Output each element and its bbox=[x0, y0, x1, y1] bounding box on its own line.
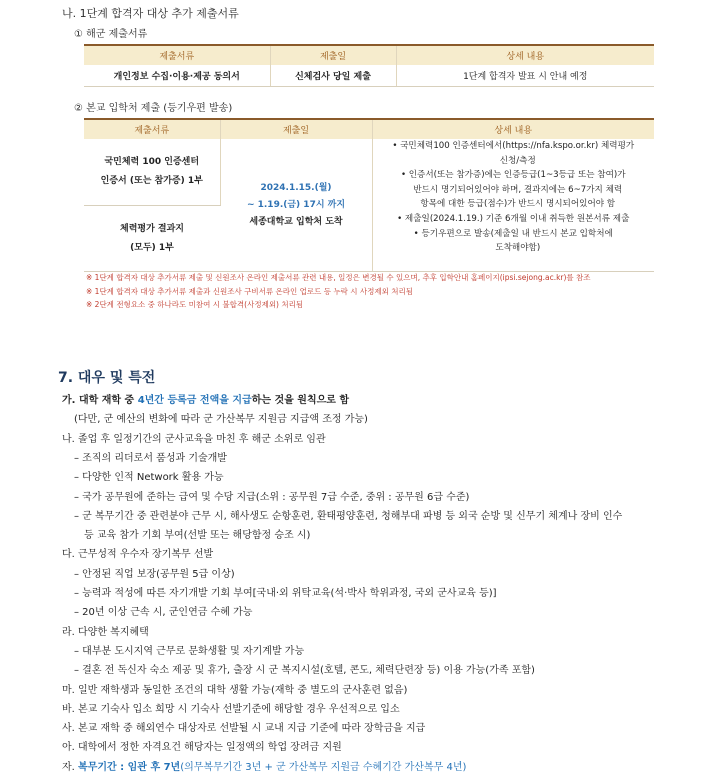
cell-doc-result-line1: 체력평가 결과지 bbox=[120, 223, 184, 234]
benefit-da-item-3: – 20년 이상 근속 시, 군인연금 수혜 가능 bbox=[74, 607, 253, 618]
benefit-ja bbox=[62, 758, 466, 773]
benefit-ja-pre: 자. bbox=[62, 762, 79, 773]
benefit-ga-pre: 가. 대학 재학 중 bbox=[62, 395, 138, 406]
benefit-ja-label: 복무기간 : bbox=[78, 762, 128, 773]
benefit-ra-item-2: – 결혼 전 독신자 숙소 제공 및 휴가, 출장 시 군 복지시설(호텔, 콘도, 체력단련장 등) 이용 가능(가족 포함) bbox=[74, 665, 535, 676]
cell-date: 신체검사 당일 제출 bbox=[270, 65, 396, 87]
cell-details bbox=[372, 139, 654, 272]
navy-docs-table bbox=[84, 44, 654, 87]
col-header-date: 제출일 bbox=[270, 45, 396, 65]
detail-line: • 인증서(또는 참가증)에는 인증등급(1~3등급 또는 참여)가 bbox=[400, 170, 626, 181]
col-header-doc: 제출서류 bbox=[84, 45, 270, 65]
cell-doc-result-line2: (모두) 1부 bbox=[130, 242, 174, 253]
benefit-ba: 바. 본교 기숙사 입소 희망 시 기숙사 선발기준에 해당할 경우 우선적으로 입소 bbox=[62, 704, 400, 715]
table-row bbox=[84, 139, 654, 206]
detail-line: 항목에 대한 등급(점수)가 반드시 명시되어있어야 함 bbox=[420, 199, 616, 210]
benefit-ga-post: 하는 것을 원칙으로 함 bbox=[251, 395, 350, 406]
detail-line: 반드시 명기되어있어야 하며, 결과지에는 6~7가지 체력 bbox=[413, 184, 623, 195]
note-3: ※ 2단계 전형요소 중 하나라도 미참여 시 불합격(사정제외) 처리됨 bbox=[86, 300, 304, 309]
table-row bbox=[84, 65, 654, 87]
detail-line: • 국민체력100 인증센터에서(https://nfa.kspo.or.kr) 체력평가 bbox=[392, 141, 635, 151]
benefit-ra-item-1: – 대부분 도시지역 근무로 문화생활 및 자기계발 가능 bbox=[74, 646, 305, 657]
benefit-ja-highlight: 임관 후 7년 bbox=[127, 762, 181, 773]
detail-line: 도착해야함) bbox=[495, 243, 541, 254]
benefit-na-item-1: – 조직의 리더로서 품성과 기술개발 bbox=[74, 453, 227, 464]
col-header-doc: 제출서류 bbox=[84, 119, 220, 139]
cell-submit-date bbox=[220, 139, 372, 272]
note-2: ※ 1단계 합격자 대상 추가서류 제출과 신원조사 구비서류 온라인 업로드 등 누락 시 사정제외 처리됨 bbox=[86, 287, 413, 296]
benefit-na-item-2: – 다양한 인적 Network 활용 가능 bbox=[74, 472, 224, 483]
detail-line: • 등기우편으로 발송(제출일 내 반드시 본교 입학처에 bbox=[413, 228, 613, 239]
date-end: ~ 1.19.(금) 17시 까지 bbox=[246, 199, 346, 210]
benefit-da: 다. 근무성적 우수자 장기복무 선발 bbox=[62, 549, 214, 560]
table-header-row bbox=[84, 119, 654, 139]
subsection-navy-docs: ① 해군 제출서류 bbox=[74, 29, 148, 40]
table-header-row bbox=[84, 45, 654, 65]
detail-line: • 제출일(2024.1.19.) 기준 6개월 이내 취득한 원본서류 제출 bbox=[397, 213, 630, 224]
date-start: 2024.1.15.(월) bbox=[260, 182, 332, 193]
cell-doc: 개인정보 수집·이용·제공 동의서 bbox=[84, 65, 270, 87]
col-header-detail: 상세 내용 bbox=[396, 45, 654, 65]
benefit-ja-post: (의무복무기간 3년 + 군 가산복무 지원금 수혜기간 가산복무 4년) bbox=[180, 762, 467, 773]
cell-doc-result bbox=[84, 206, 220, 272]
benefit-ga-note: (다만, 군 예산의 변화에 따라 군 가산복무 지원금 지급액 조정 가능) bbox=[74, 414, 368, 425]
benefit-da-item-2: – 능력과 적성에 따른 자기개발 기회 부여[국내·외 위탁교육(석·박사 학위과정, 국외 군사교육 등)] bbox=[74, 588, 497, 599]
cell-detail: 1단계 합격자 발표 시 안내 예정 bbox=[396, 65, 654, 87]
cell-doc-certificate bbox=[84, 139, 220, 206]
detail-line: 신청/측정 bbox=[499, 155, 536, 166]
subsection-na: 나. 1단계 합격자 대상 추가 제출서류 bbox=[62, 7, 239, 20]
benefit-na: 나. 졸업 후 일정기간의 군사교육을 마친 후 해군 소위로 임관 bbox=[62, 434, 326, 445]
date-destination: 세종대학교 입학처 도착 bbox=[249, 216, 343, 227]
cell-doc-certificate-line2: 인증서 (또는 참가증) 1부 bbox=[100, 176, 203, 186]
section-title: 7. 대우 및 특전 bbox=[58, 370, 156, 386]
school-docs-table bbox=[84, 118, 654, 272]
benefit-ga-highlight: 4년간 등록금 전액을 지급 bbox=[137, 395, 252, 406]
details-list bbox=[373, 139, 655, 256]
note-1: ※ 1단계 합격자 대상 추가서류 제출 및 신원조사 온라인 제출서류 관련 내용, 일정은 변경될 수 있으며, 추후 입학안내 홈페이지(ipsi.sejong.ac.kr)를 참조 bbox=[86, 273, 591, 282]
benefit-na-item-3: – 국가 공무원에 준하는 급여 및 수당 지급(소위 : 공무원 7급 수준, 중위 : 공무원 6급 수준) bbox=[74, 492, 470, 503]
benefit-na-item-4: – 군 복무기간 중 관련분야 근무 시, 해사생도 순항훈련, 환태평양훈련, 청해부대 파병 등 외국 순방 및 신무기 체계나 장비 인수 bbox=[74, 511, 623, 522]
benefit-da-item-1: – 안정된 직업 보장(공무원 5급 이상) bbox=[74, 569, 235, 580]
benefit-a: 아. 대학에서 정한 자격요건 해당자는 일정액의 학업 장려금 지원 bbox=[62, 742, 342, 753]
benefit-ga bbox=[62, 391, 349, 406]
cell-doc-certificate-line1: 국민체력 100 인증센터 bbox=[104, 157, 200, 167]
col-header-detail: 상세 내용 bbox=[372, 119, 654, 139]
col-header-date: 제출일 bbox=[220, 119, 372, 139]
benefit-na-item-4-cont: 등 교육 참가 기회 부여(선발 또는 해당함정 승조 시) bbox=[84, 530, 311, 541]
benefit-ma: 마. 일반 재학생과 동일한 조건의 대학 생활 가능(재학 중 별도의 군사훈련 없음) bbox=[62, 685, 408, 696]
benefit-sa: 사. 본교 재학 중 해외연수 대상자로 선발될 시 교내 지급 기준에 따라 장학금을 지급 bbox=[62, 723, 426, 734]
benefit-ra: 라. 다양한 복지혜택 bbox=[62, 627, 149, 638]
subsection-school-docs: ② 본교 입학처 제출 (등기우편 발송) bbox=[74, 103, 233, 114]
